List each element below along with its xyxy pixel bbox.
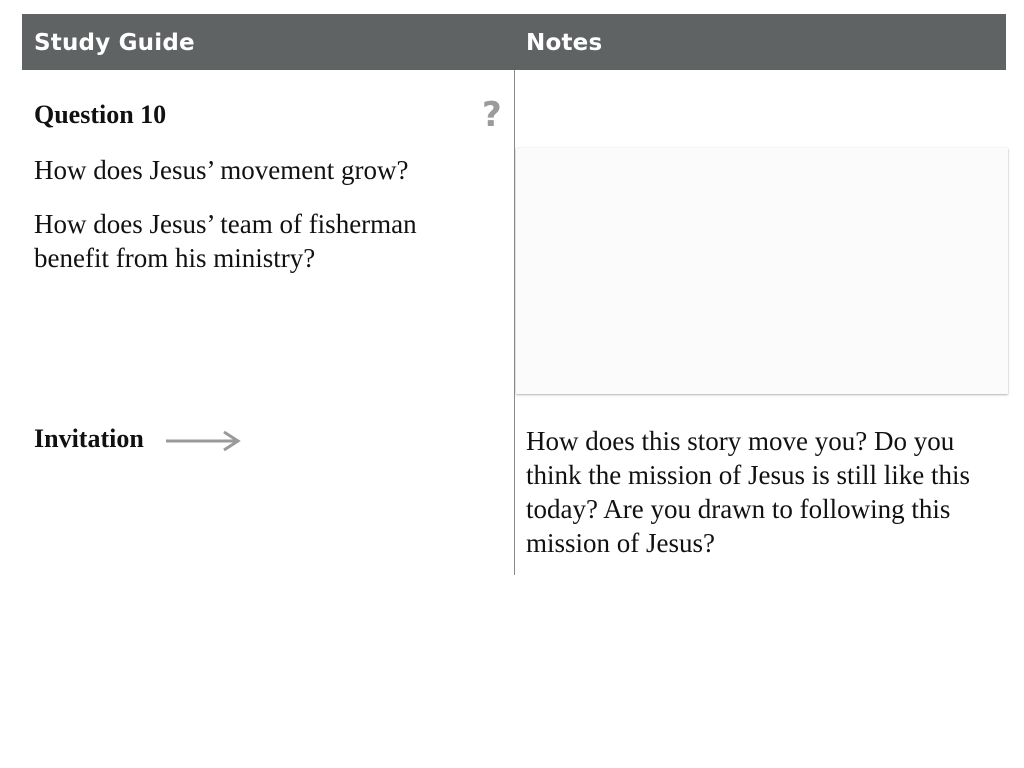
notes-field[interactable]: [516, 148, 1008, 394]
arrow-right-icon: [166, 430, 242, 452]
invitation-label: Invitation: [34, 424, 144, 453]
invitation-text: How does this story move you? Do you think the mission of Jesus is still like this today? Are you drawn to following this mission of Jesus?: [526, 426, 971, 558]
question-text-2: How does Jesus’ team of fisherman benefit from his ministry?: [34, 209, 417, 273]
question-text-1: How does Jesus’ movement grow?: [34, 155, 409, 185]
study-guide-title: Study Guide: [34, 30, 195, 56]
notes-title: Notes: [526, 30, 603, 56]
question-label: Question 10: [34, 100, 167, 129]
question-mark-icon[interactable]: ?: [482, 95, 502, 135]
column-divider: [514, 70, 515, 575]
